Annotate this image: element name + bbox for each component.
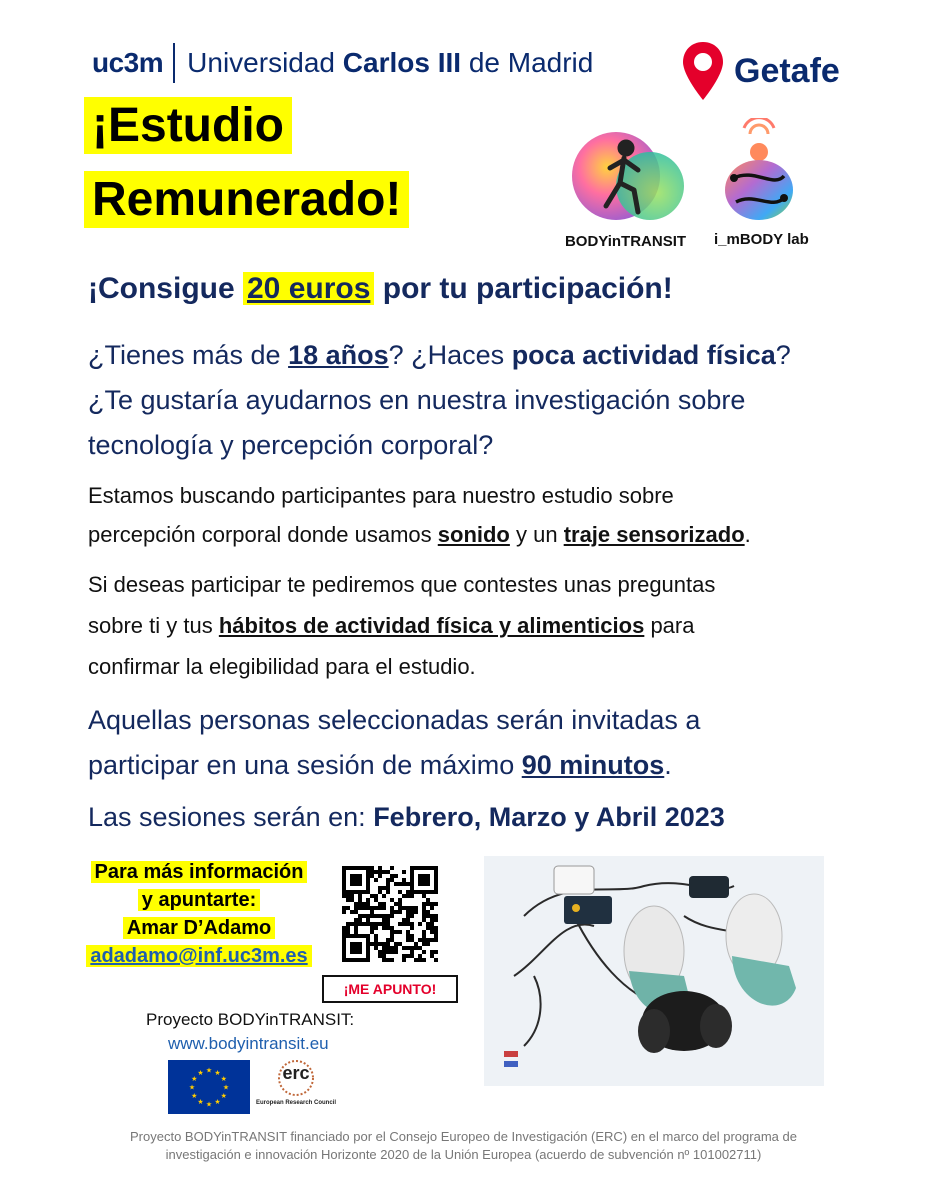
svg-text:★: ★ bbox=[197, 1069, 204, 1077]
paragraph-text: sobre ti y tus bbox=[88, 613, 219, 638]
svg-text:★: ★ bbox=[222, 1084, 230, 1092]
svg-text:★: ★ bbox=[220, 1093, 227, 1100]
session-duration: 90 minutos bbox=[521, 750, 665, 780]
paragraph-session bbox=[88, 698, 700, 788]
bodyintransit-logo bbox=[558, 128, 693, 253]
contact-email-link[interactable]: adadamo@inf.uc3m.es bbox=[86, 945, 311, 967]
question-line-2: ¿Te gustaría ayudarnos en nuestra investigación sobre bbox=[88, 385, 746, 415]
keyword-habits: hábitos de actividad física y alimenticios bbox=[218, 613, 645, 638]
signup-button[interactable]: ¡ME APUNTO! bbox=[322, 975, 458, 1003]
question-text: ? bbox=[775, 340, 791, 370]
activity-requirement: poca actividad física bbox=[511, 340, 776, 370]
footer-funding bbox=[0, 1128, 927, 1164]
svg-text:★: ★ bbox=[205, 1101, 213, 1109]
svg-text:★: ★ bbox=[214, 1069, 221, 1077]
footer-line: Proyecto BODYinTRANSIT financiado por el Consejo Europeo de Investigación (ERC) en el marco del programa de bbox=[130, 1129, 797, 1144]
svg-text:★: ★ bbox=[205, 1067, 213, 1075]
bodyintransit-emblem-icon bbox=[558, 128, 693, 228]
imbody-logo bbox=[714, 118, 809, 253]
svg-text:★: ★ bbox=[197, 1099, 204, 1107]
paragraph-study bbox=[88, 476, 751, 554]
equipment-photo-illustration bbox=[484, 856, 824, 1086]
qr-code-icon bbox=[338, 862, 442, 966]
question-line-3: tecnología y percepción corporal? bbox=[88, 430, 494, 460]
paragraph-line: Estamos buscando participantes para nuestro estudio sobre bbox=[88, 483, 674, 508]
location-pin-icon bbox=[680, 40, 726, 102]
paragraph-text: . bbox=[744, 522, 751, 547]
university-name-part: Universidad bbox=[187, 47, 343, 78]
paragraph-text: y un bbox=[509, 522, 564, 547]
questions-block bbox=[88, 333, 791, 468]
svg-text:★: ★ bbox=[191, 1093, 198, 1100]
equipment-photo bbox=[484, 856, 824, 1086]
paragraph-line: Si deseas participar te pediremos que contestes unas preguntas bbox=[88, 572, 716, 597]
contact-name: Amar D’Adamo bbox=[123, 917, 275, 939]
imbody-label: i_mBODY lab bbox=[714, 231, 809, 248]
university-name-part: de Madrid bbox=[461, 47, 594, 78]
paragraph-text: para bbox=[644, 613, 695, 638]
svg-text:★: ★ bbox=[214, 1099, 221, 1107]
question-text: ? ¿Haces bbox=[388, 340, 512, 370]
svg-text:★: ★ bbox=[191, 1076, 198, 1083]
title-line-1: ¡Estudio bbox=[84, 97, 292, 154]
footer-line: investigación e innovación Horizonte 2020 de la Unión Europea (acuerdo de subvención nº 101002711) bbox=[165, 1147, 762, 1162]
logo-separator bbox=[173, 43, 175, 83]
subtitle-text: ¡Consigue bbox=[88, 272, 243, 305]
contact-heading: y apuntarte: bbox=[138, 889, 260, 911]
paragraph-text: . bbox=[664, 750, 672, 780]
erc-short: erc bbox=[282, 1063, 310, 1083]
project-label: Proyecto BODYinTRANSIT: bbox=[146, 1010, 355, 1029]
uc3m-logo bbox=[92, 40, 593, 86]
university-name bbox=[187, 47, 593, 79]
svg-text:★: ★ bbox=[188, 1084, 196, 1092]
university-name-bold: Carlos III bbox=[342, 47, 462, 78]
sessions-label: Las sesiones serán en: bbox=[88, 802, 374, 832]
subtitle bbox=[88, 272, 673, 306]
erc-logo bbox=[254, 1058, 338, 1118]
getafe-name: Getafe bbox=[734, 51, 840, 90]
age-requirement: 18 años bbox=[288, 340, 389, 370]
project-url-link[interactable]: www.bodyintransit.eu bbox=[168, 1034, 329, 1053]
keyword-sound: sonido bbox=[437, 522, 510, 547]
subtitle-text: por tu participación! bbox=[374, 272, 673, 305]
contact-heading: Para más información bbox=[91, 861, 308, 883]
reward-amount: 20 euros bbox=[243, 272, 374, 305]
eu-stars-icon bbox=[168, 1060, 250, 1114]
sessions-line bbox=[88, 802, 725, 833]
keyword-suit: traje sensorizado bbox=[563, 522, 745, 547]
title-line-2: Remunerado! bbox=[84, 171, 409, 228]
svg-text:★: ★ bbox=[220, 1076, 227, 1083]
imbody-emblem-icon bbox=[714, 118, 804, 226]
erc-name: European Research Council bbox=[255, 1100, 337, 1106]
paragraph-text: percepción corporal donde usamos bbox=[88, 522, 438, 547]
qr-code[interactable] bbox=[338, 862, 442, 966]
uc3m-mark: uc3m bbox=[92, 47, 164, 78]
bodyintransit-label: BODYinTRANSIT bbox=[564, 233, 687, 250]
eu-flag bbox=[168, 1060, 250, 1114]
sessions-months: Febrero, Marzo y Abril 2023 bbox=[373, 802, 725, 832]
question-text: ¿Tienes más de bbox=[88, 340, 289, 370]
paragraph-line: Aquellas personas seleccionadas serán invitadas a bbox=[88, 705, 701, 735]
getafe-logo bbox=[680, 40, 840, 102]
contact-block bbox=[70, 858, 328, 970]
paragraph-text: participar en una sesión de máximo bbox=[88, 750, 522, 780]
paragraph-line: confirmar la elegibilidad para el estudio. bbox=[88, 654, 476, 679]
title-block bbox=[84, 96, 409, 230]
paragraph-eligibility bbox=[88, 564, 715, 687]
